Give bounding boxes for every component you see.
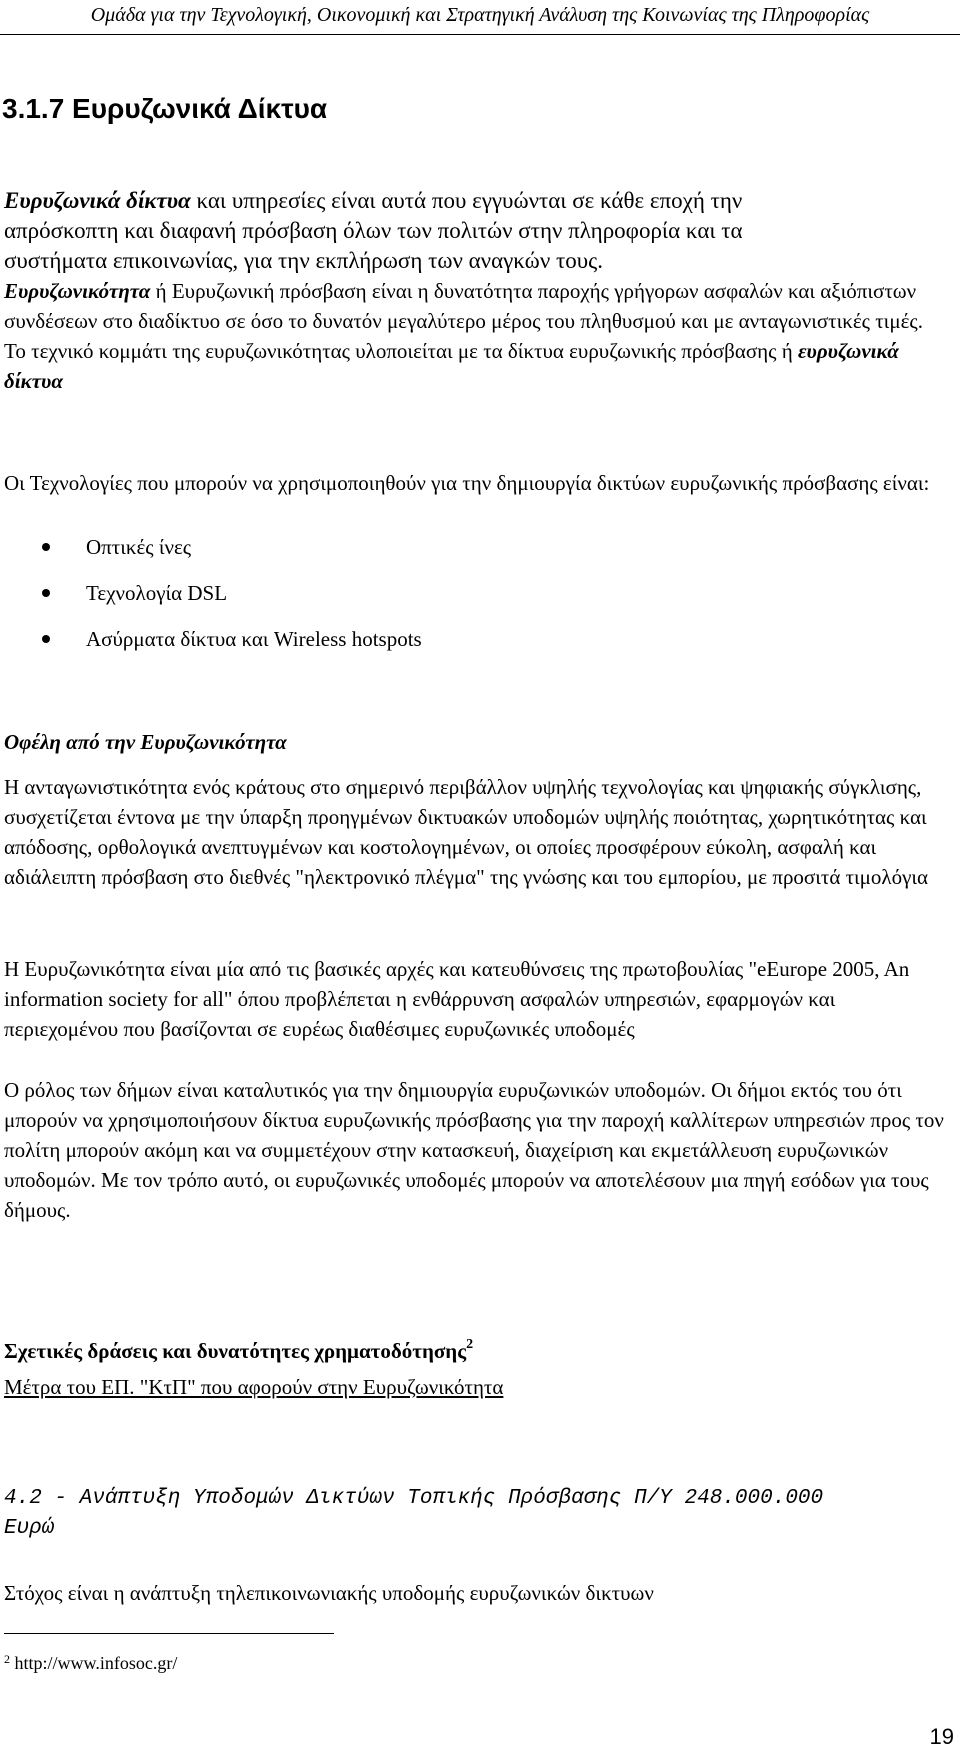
goal-text: Στόχος είναι η ανάπτυξη τηλεπικοινωνιακής υποδομής ευρυζωνικών δικτυων — [4, 1581, 654, 1605]
running-header: Ομάδα για την Τεχνολογική, Οικονομική και Στρατηγική Ανάλυση της Κοινωνίας της Πληροφορίας — [90, 4, 870, 26]
footnote-ref[interactable]: 2 — [466, 1337, 474, 1352]
footnote-mark: 2 — [4, 1652, 10, 1666]
bullet-icon — [42, 589, 50, 597]
term-broadband: Ευρυζωνικότητα — [4, 279, 151, 303]
technology-list — [4, 524, 944, 662]
page-number: 19 — [929, 1724, 954, 1749]
footnote — [4, 1648, 177, 1674]
p1-line-1: και υπηρεσίες είναι αυτά που εγγυώνται σε κάθε εποχή την — [190, 188, 743, 213]
p1-line-3: συστήματα επικοινωνίας, για την εκπλήρωση των αναγκών τους. — [4, 248, 603, 273]
p3-text: Οι Τεχνολογίες που μπορούν να χρησιμοποιηθούν για την δημιουργία δικτύων ευρυζωνικής πρόσβασης είναι: — [4, 471, 930, 495]
section-title: 3.1.7 Ευρυζωνικά Δίκτυα — [2, 93, 328, 124]
term-broadband-networks-2: ευρυζωνικά δίκτυα — [4, 339, 899, 393]
header-rule — [0, 34, 960, 35]
paragraph-2 — [4, 276, 944, 396]
paragraph-3 — [4, 468, 944, 498]
p2-text: ή Ευρυζωνική πρόσβαση είναι η δυνατότητα παροχής γρήγορων ασφαλών και αξιόπιστων συνδέσεων στο διαδίκτυο σε όσο το δυνατόν μεγαλύτερο μέρος του πληθυσμού και με ανταγωνιστικές τιμές. Το τεχνικό κομμάτι της ευρυζωνικότητας υλοποιείται με τα δίκτυα ευρυζωνικής πρόσβασης ή — [4, 279, 923, 363]
list-item: Τεχνολογία DSL — [4, 570, 944, 616]
paragraph-4: Η ανταγωνιστικότητα ενός κράτους στο σημερινό περιβάλλον υψηλής τεχνολογίας και ψηφιακής σύγκλισης, συσχετίζεται έντονα με την ύπαρξη προηγμένων δικτυακών υποδομών υψηλής ποιότητας, χωρητικότητας και απόδοσης, ορθολογικά ανεπτυγμένων και κοστολογημένων, οι οποίες προσφέρουν εύκολη, ασφαλή και αδιάλειπτη πρόσβαση στο διεθνές "ηλεκτρονικό πλέγμα" της γνώσης και του εμπορίου, με προσιτά τιμολόγια — [4, 775, 929, 889]
list-item: Ασύρματα δίκτυα και Wireless hotspots — [4, 616, 944, 662]
list-item: Οπτικές ίνες — [4, 524, 944, 570]
measures-link[interactable]: Μέτρα του ΕΠ. "ΚτΠ" που αφορούν στην Ευρυζωνικότητα — [4, 1375, 504, 1399]
benefits-heading: Οφέλη από την Ευρυζωνικότητα — [4, 730, 287, 754]
p1-line-2: απρόσκοπτη και διαφανή πρόσβαση όλων των πολιτών στην πληροφορία και τα — [4, 218, 743, 243]
paragraph-1 — [4, 186, 948, 276]
paragraph-6: Ο ρόλος των δήμων είναι καταλυτικός για την δημιουργία ευρυζωνικών υποδομών. Οι δήμοι εκτός του ότι μπορούν να χρησιμοποιήσουν δίκτυα ευρυζωνικής πρόσβασης για την παροχή καλλίτερων υπηρεσιών προς τον πολίτη μπορούν ακόμη και να συμμετέχουν στην κατασκευή, διαχείριση και εκμετάλλευση ευρυζωνικών υποδομών. Με τον τρόπο αυτό, οι ευρυζωνικές υποδομές μπορούν να αποτελέσουν μια πηγή εσόδων για τους δήμους. — [4, 1078, 944, 1222]
bullet-icon — [42, 543, 50, 551]
paragraph-5: Η Ευρυζωνικότητα είναι μία από τις βασικές αρχές και κατευθύνσεις της πρωτοβουλίας "eEurope 2005, An information society for all" όπου προβλέπεται η ενθάρρυνση ασφαλών υπηρεσιών, εφαρμογών και περιεχομένου που βασίζονται σε ευρέως διαθέσιμες ευρυζωνικές υποδομές — [4, 957, 910, 1041]
measure-title: 4.2 - Ανάπτυξη Υποδομών Δικτύων Τοπικής Πρόσβασης Π/Υ 248.000.000 Ευρώ — [4, 1487, 824, 1540]
term-broadband-networks: Ευρυζωνικά δίκτυα — [4, 188, 191, 213]
footnote-rule — [4, 1633, 334, 1634]
funding-heading: Σχετικές δράσεις και δυνατότητες χρηματοδότησης$^2$ — [4, 1337, 474, 1363]
bullet-icon — [42, 635, 50, 643]
footnote-url[interactable]: http://www.infosoc.gr/ — [10, 1653, 178, 1673]
